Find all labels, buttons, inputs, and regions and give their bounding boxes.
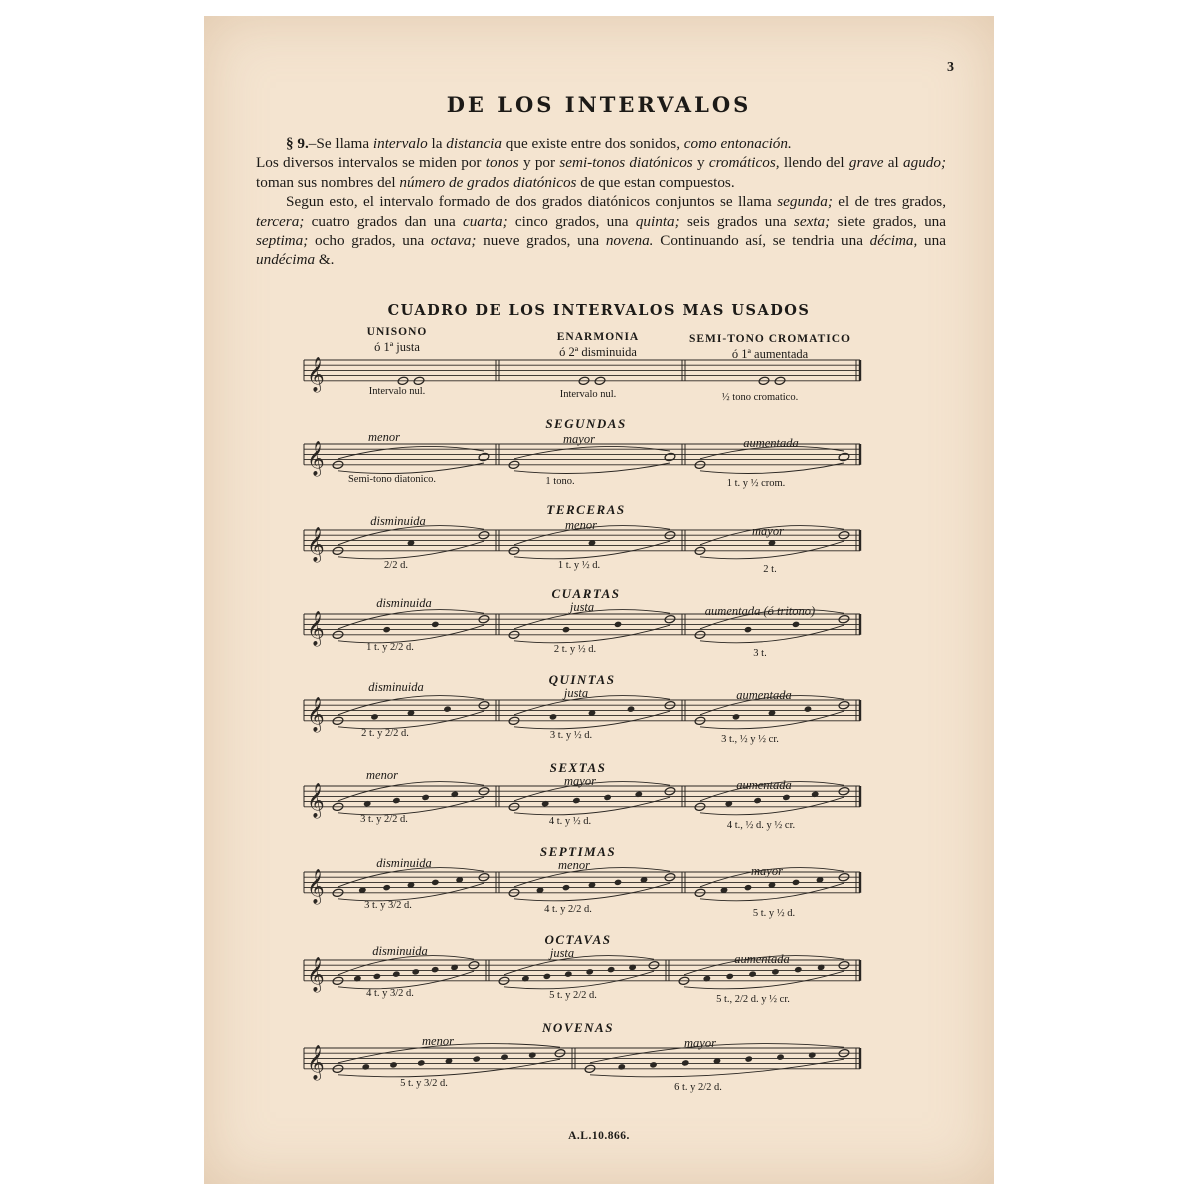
text: Los diversos intervalos se miden por [256,154,486,172]
emphasis: segunda; [777,193,833,211]
slur-arc [338,797,484,815]
treble-clef-icon: 𝄞 [307,696,325,732]
filled-note-icon [563,885,570,891]
emphasis: cromáticos, [708,154,780,172]
text: que existe entre dos sonidos, [501,135,684,152]
interval-label: mayor [751,864,783,878]
interval-caption: Semi-tono diatonico. [347,474,437,485]
filled-note-icon [456,877,463,883]
interval-caption: 4 t. y 2/2 d. [544,904,592,915]
text: cinco grados, una [507,212,636,230]
filled-note-icon [769,540,776,546]
interval-label: aumentada [736,688,792,702]
filled-note-icon [793,879,800,885]
filled-note-icon [589,882,596,888]
filled-note-icon [641,877,648,883]
semitono-caption: ½ tono cromatico. [721,392,799,403]
filled-note-icon [608,967,615,973]
filled-note-icon [408,882,415,888]
interval-caption: 3 t. [753,648,767,659]
filled-note-icon [628,706,635,712]
filled-note-icon [745,885,752,891]
emphasis: tonos [485,154,519,172]
interval-label: justa [563,686,589,700]
filled-note-icon [805,706,812,712]
filled-note-icon [371,714,378,720]
emphasis: distancia [446,135,502,152]
filled-note-icon [373,973,380,979]
emphasis: como entonación. [683,135,792,152]
interval-caption: 5 t. y ½ d. [752,908,796,919]
text: seis grados una [679,212,794,230]
interval-label: menor [422,1034,454,1048]
filled-note-icon [446,1058,453,1064]
interval-caption: 4 t. y ½ d. [548,816,592,827]
treble-clef-icon: 𝄞 [307,610,325,646]
slur-arc [700,625,844,643]
filled-note-icon [745,627,752,633]
interval-caption: 5 t. y 2/2 d. [549,990,597,1001]
whole-note-icon [478,452,489,461]
filled-note-icon [432,879,439,885]
interval-caption: 3 t., ½ y ½ cr. [721,734,779,745]
interval-caption: 1 t. y ½ crom. [726,478,786,489]
enarmonia-heading: ENARMONIA [556,331,640,343]
interval-caption: 2 t. [763,564,777,575]
section-title-quintas: QUINTAS [548,672,616,687]
interval-label: mayor [684,1036,716,1050]
section-number: § 9. [286,135,309,152]
filled-note-icon [682,1060,689,1066]
filled-note-icon [772,969,779,975]
filled-note-icon [565,971,572,977]
interval-caption: 3 t. y 3/2 d. [364,900,412,911]
filled-note-icon [543,973,550,979]
interval-label: menor [558,858,590,872]
interval-label: aumentada [736,778,792,792]
treble-clef-icon: 𝄞 [307,1044,325,1080]
interval-caption: 5 t. y 3/2 d. [400,1078,448,1089]
emphasis: intervalo [372,135,428,152]
interval-caption: 3 t. y ½ d. [549,730,593,741]
treble-clef-icon: 𝄞 [307,782,325,818]
filled-note-icon [383,627,390,633]
interval-label: aumentada [743,436,799,450]
interval-label: disminuida [372,944,428,958]
interval-label: aumentada [734,952,790,966]
section-title-sextas: SEXTAS [549,760,607,775]
interval-label: justa [549,946,575,960]
text: y [692,154,709,172]
whole-note-icon [664,452,675,461]
interval-caption: 1 t. y ½ d. [557,560,601,571]
interval-label: disminuida [376,596,432,610]
filled-note-icon [589,710,596,716]
filled-note-icon [604,795,611,801]
filled-note-icon [432,967,439,973]
filled-note-icon [563,627,570,633]
interval-label: mayor [564,774,596,788]
emphasis: grave [848,154,884,172]
text: una [917,232,946,250]
interval-caption: 4 t., ½ d. y ½ cr. [726,820,796,831]
emphasis: octava; [430,232,477,250]
interval-label: disminuida [370,514,426,528]
section-title-segundas: SEGUNDAS [545,416,627,431]
filled-note-icon [550,714,557,720]
emphasis: décima, [869,232,918,250]
unisono-heading: UNISONO [366,326,428,338]
page-title: DE LOS INTERVALOS [446,92,752,117]
text: llendo del [779,154,849,172]
interval-caption: 1 t. y 2/2 d. [366,642,414,653]
interval-label: mayor [563,432,595,446]
filled-note-icon [817,877,824,883]
filled-note-icon [726,973,733,979]
filled-note-icon [777,1054,784,1060]
filled-note-icon [749,971,756,977]
filled-note-icon [589,540,596,546]
slur-arc [338,625,484,643]
filled-note-icon [473,1056,480,1062]
treble-clef-icon: 𝄞 [307,356,325,392]
chart-title: CUADRO DE LOS INTERVALOS MAS USADOS [387,302,811,319]
filled-note-icon [383,885,390,891]
emphasis: novena. [605,232,654,250]
text: siete grados, una [830,212,947,230]
emphasis: septima; [256,232,309,250]
unisono-caption: Intervalo nul. [368,386,426,397]
slur-arc [514,797,670,815]
interval-label: menor [368,430,400,444]
filled-note-icon [393,971,400,977]
interval-label: justa [569,600,595,614]
text: nueve grados, una [476,232,606,250]
filled-note-icon [721,887,728,893]
text: cuatro grados dan una [304,212,463,230]
treble-clef-icon: 𝄞 [307,956,325,992]
emphasis: quinta; [635,212,680,230]
filled-note-icon [359,887,366,893]
emphasis: semi-tonos diatónicos [559,154,693,172]
filled-note-icon [393,798,400,804]
text: &. [315,251,335,269]
filled-note-icon [501,1054,508,1060]
emphasis: tercera; [256,212,305,230]
filled-note-icon [422,795,429,801]
interval-label: mayor [752,524,784,538]
filled-note-icon [444,706,451,712]
interval-label: aumentada (ó tritono) [704,604,816,618]
filled-note-icon [754,798,761,804]
text: y por [518,154,560,172]
interval-caption: 2 t. y 2/2 d. [361,728,409,739]
emphasis: sexta; [793,212,831,230]
interval-caption: 1 tono. [545,476,575,487]
filled-note-icon [537,887,544,893]
section-title-septimas: SEPTIMAS [539,844,617,859]
treble-clef-icon: 𝄞 [307,526,325,562]
filled-note-icon [783,795,790,801]
filled-note-icon [418,1060,425,1066]
filled-note-icon [586,969,593,975]
filled-note-icon [412,969,419,975]
section-title-octavas: OCTAVAS [544,932,612,947]
filled-note-icon [650,1062,657,1068]
slur-arc [700,446,844,458]
filled-note-icon [573,798,580,804]
slur-arc [514,446,670,458]
emphasis: undécima [256,251,316,269]
text: al [883,154,903,172]
filled-note-icon [769,710,776,716]
interval-caption: 3 t. y 2/2 d. [360,814,408,825]
filled-note-icon [408,710,415,716]
interval-caption: 6 t. y 2/2 d. [674,1082,722,1093]
text: Segun esto, el intervalo formado de dos grados diatónicos conjuntos se llama [286,193,778,211]
interval-label: menor [366,768,398,782]
interval-label: disminuida [376,856,432,870]
section-title-cuartas: CUARTAS [551,586,621,601]
treble-clef-icon: 𝄞 [307,440,325,476]
interval-label: disminuida [368,680,424,694]
filled-note-icon [432,621,439,627]
filled-note-icon [733,714,740,720]
plate-number: A.L.10.866. [568,1130,630,1142]
filled-note-icon [390,1062,397,1068]
page-number: 3 [947,60,954,75]
enarmonia-subtitle: ó 2ª disminuida [559,345,637,359]
slur-arc [338,446,484,458]
music-staves [204,16,994,1184]
enarmonia-caption: Intervalo nul. [559,389,617,400]
semitono-heading: SEMI-TONO CROMATICO [688,333,852,345]
filled-note-icon [615,879,622,885]
filled-note-icon [793,621,800,627]
interval-caption: 2/2 d. [384,560,408,571]
treble-clef-icon: 𝄞 [307,868,325,904]
text: el de tres grados, [832,193,946,211]
text: toman sus nombres del [256,173,400,191]
interval-caption: 5 t., 2/2 d. y ½ cr. [716,994,790,1005]
section-title-terceras: TERCERAS [546,502,626,517]
filled-note-icon [769,882,776,888]
emphasis: cuarta; [462,212,508,230]
emphasis: número de grados diatónicos [399,173,577,191]
whole-note-icon [838,452,849,461]
text: ocho grados, una [308,232,431,250]
interval-caption: 2 t. y ½ d. [553,644,597,655]
filled-note-icon [795,967,802,973]
unisono-subtitle: ó 1ª justa [374,340,420,354]
filled-note-icon [714,1058,721,1064]
text: de que estan compuestos. [576,173,735,191]
interval-label: menor [565,518,597,532]
text: la [427,135,447,152]
slur-arc [514,625,670,643]
page-sheet [204,16,994,1184]
semitono-subtitle: ó 1ª aumentada [731,347,809,361]
slur-arc [700,797,844,815]
section-title-novenas: NOVENAS [542,1020,614,1035]
filled-note-icon [745,1056,752,1062]
interval-caption: 4 t. y 3/2 d. [366,988,414,999]
text: –Se llama [308,135,373,152]
filled-note-icon [408,540,415,546]
filled-note-icon [615,621,622,627]
text: Continuando así, se tendria una [653,232,870,250]
emphasis: agudo; [903,154,947,172]
